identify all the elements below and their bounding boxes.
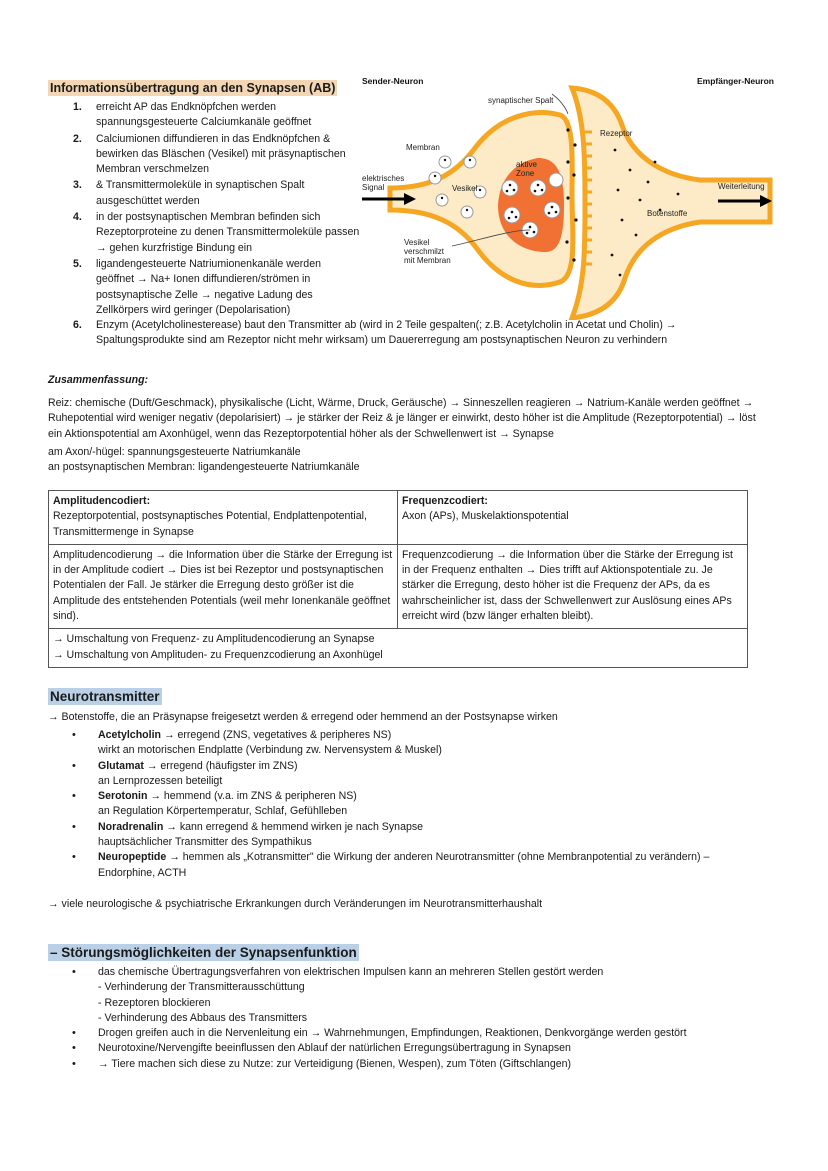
fused-label-1: Vesikel — [404, 238, 430, 247]
list-item: • das chemische Übertragungsverfahren von elektrischen Impulsen kann an mehreren Stellen gestört werden - Verhinderung der Transmitterausschüttung - Rezeptoren blockieren - Verhinderung des Abbaus des Transmitters — [72, 966, 604, 1024]
membrane-label: Membran — [406, 143, 440, 152]
table-row — [49, 491, 748, 545]
section-title-synapse: Informationsübertragung an den Synapsen (AB) — [50, 81, 336, 95]
receptor-label: Rezeptor — [600, 129, 633, 138]
synapse-diagram — [360, 70, 780, 320]
sender-label: Sender-Neuron — [362, 76, 424, 86]
list-item: • Acetylcholin → erregend (ZNS, vegetatives & peripheres NS) wirkt an motorischen Endplatte (Verbindung zw. Nervensystem & Muskel) — [72, 729, 442, 757]
step-item: 1. erreicht AP das Endknöpfchen werden spannungsgesteuerte Calciumkanäle geöffnet — [73, 101, 312, 129]
list-item: • → Tiere machen sich diese zu Nutze: zur Verteidigung (Bienen, Wespen), zum Töten (Giftschlangen) — [72, 1057, 572, 1070]
step-item: 5. ligandengesteuerte Natriumionenkanäle werden geöffnet → Na+ Ionen diffundieren/strömen in postsynaptische Zelle → negative Ladung des Zellkörpers wird geringer (Depolarisation) — [73, 257, 321, 316]
synapse-step-6 — [48, 318, 748, 350]
signal-label-2: Signal — [362, 183, 385, 192]
cleft-pointer — [552, 94, 568, 114]
fused-label-3: mit Membran — [404, 256, 451, 265]
neurotransmitter-intro: → Botenstoffe, die an Präsynapse freigesetzt werden & erregend oder hemmend an der Postsynapse wirken — [48, 711, 558, 723]
list-item: • Glutamat → erregend (häufigster im ZNS) an Lernprozessen beteiligt — [72, 759, 298, 787]
frequency-description: Frequenzcodierung → die Information über die Stärke der Erregung ist in der Frequenz enthalten → Dies trifft auf Aktionspotentiale zu. Je stärker die Erregung, desto höher ist die Frequenz der APs, da es wahrscheinlicher ist, dass der Schwellenwert zur Auslösung eines APs erreicht wird (bzw länger erhalten bleibt). — [398, 544, 748, 628]
receiver-neuron-shape — [572, 88, 770, 318]
step-item: 6. Enzym (Acetylcholinesterease) baut den Transmitter ab (wird in 2 Teile gespalten(; z.B. Acetylcholin in Acetat und Cholin) → Spaltungsprodukte sind am Rezeptor nicht mehr wirksam) um Dauererregung am postsynaptischen Neuron zu verhindern — [73, 319, 677, 347]
active-zone-label-1: aktive — [516, 160, 537, 169]
synapse-steps — [48, 100, 360, 319]
amplitude-heading: Amplitudencodiert: — [53, 495, 151, 507]
table-cell — [398, 491, 748, 545]
summary-line-axon: am Axon/-hügel: spannungsgesteuerte Natriumkanäle — [48, 446, 301, 458]
neurotransmitter-outro: → viele neurologische & psychiatrische Erkrankungen durch Veränderungen im Neurotransmitterhaushalt — [48, 898, 543, 910]
vesicle-label: Vesikel — [452, 184, 478, 193]
step-item: 4. in der postsynaptischen Membran befinden sich Rezeptorproteine zu denen Transmittermoleküle passen → gehen kurzfristige Bindung ein — [73, 211, 360, 254]
signal-label-1: elektrisches — [362, 174, 405, 183]
list-item: • Drogen greifen auch in die Nervenleitung ein → Wahrnehmungen, Empfindungen, Reaktionen, Denkvorgänge werden gestört — [72, 1027, 687, 1040]
step-item: 3. & Transmittermoleküle in synaptischen Spalt ausgeschüttet werden — [73, 179, 305, 207]
messengers-label: Botenstoffe — [647, 209, 688, 218]
step-item: 2. Calciumionen diffundieren in das Endknöpfchen & bewirken das Bläschen (Vesikel) mit präsynaptischen Membran verschmelzen — [73, 132, 346, 176]
switch-note-synapse: → Umschaltung von Frequenz- zu Amplitudencodierung an Synapse — [53, 633, 375, 646]
summary-line-postsynaptic: an postsynaptischen Membran: ligandengesteuerte Natriumkanäle — [48, 461, 360, 473]
table-cell — [49, 491, 398, 545]
switch-note-axon: → Umschaltung von Amplituden- zu Frequenzcodierung an Axonhügel — [53, 648, 383, 661]
summary-title: Zusammenfassung: — [48, 374, 149, 386]
fused-label-2: verschmilzt — [404, 247, 445, 256]
amplitude-examples: Rezeptorpotential, postsynaptisches Potential, Endplattenpotential, Transmittermenge in Synapse — [53, 510, 367, 538]
disorders-list — [50, 965, 760, 1072]
list-item: • Serotonin → hemmend (v.a. im ZNS & peripheren NS) an Regulation Körpertemperatur, Schlaf, Gefühlleben — [72, 790, 357, 818]
neurotransmitter-title: Neurotransmitter — [50, 689, 160, 704]
table-row — [49, 544, 748, 628]
list-item: • Neuropeptide → hemmen als „Kotransmitter" die Wirkung der anderen Neurotransmitter (ohne Membranpotential zu verändern) – Endorphine, ACTH — [72, 851, 710, 879]
summary-paragraph: Reiz: chemische (Duft/Geschmack), physikalische (Licht, Wärme, Druck, Geräusche) → Sinneszellen reagieren → Natrium-Kanäle werden geöffnet → Ruhepotential wird weniger negativ (depolarisiert) → je stärker der Reiz & je länger er einwirkt, desto höher ist die Amplitude (Rezeptorpotential) → löst ein Aktionspotential am Axonhügel, wenn das Rezeptorpotential höher als der Schwellenwert ist → Synapse — [48, 397, 756, 440]
receiver-label: Empfänger-Neuron — [697, 76, 774, 86]
list-item: • Neurotoxine/Nervengifte beeinflussen den Ablauf der natürlichen Erregungsübertragung in Synapsen — [72, 1042, 571, 1055]
neurotransmitter-list — [50, 728, 740, 881]
table-row — [49, 629, 748, 668]
forwarding-label: Weiterleitung — [718, 182, 765, 191]
amplitude-description: Amplitudencodierung → die Information über die Stärke der Erregung ist in der Amplitude codiert → Dies ist bei Rezeptor und postsynaptischen Potentialen der Fall. Je stärker die Erregung desto größer ist die Amplitude des entstehenden Potentials (weil mehr Ionenkanäle geöffnet sind). — [49, 544, 398, 628]
disorders-title: – Störungsmöglichkeiten der Synapsenfunktion — [50, 945, 357, 960]
cleft-label: synaptischer Spalt — [488, 96, 554, 105]
active-zone-label-2: Zone — [516, 169, 535, 178]
coding-comparison-table — [48, 490, 748, 668]
frequency-examples: Axon (APs), Muskelaktionspotential — [402, 510, 569, 523]
table-cell — [49, 629, 748, 668]
list-item: • Noradrenalin → kann erregend & hemmend wirken je nach Synapse hauptsächlicher Transmitter des Sympathikus — [72, 820, 424, 849]
frequency-heading: Frequenzcodiert: — [402, 495, 488, 507]
